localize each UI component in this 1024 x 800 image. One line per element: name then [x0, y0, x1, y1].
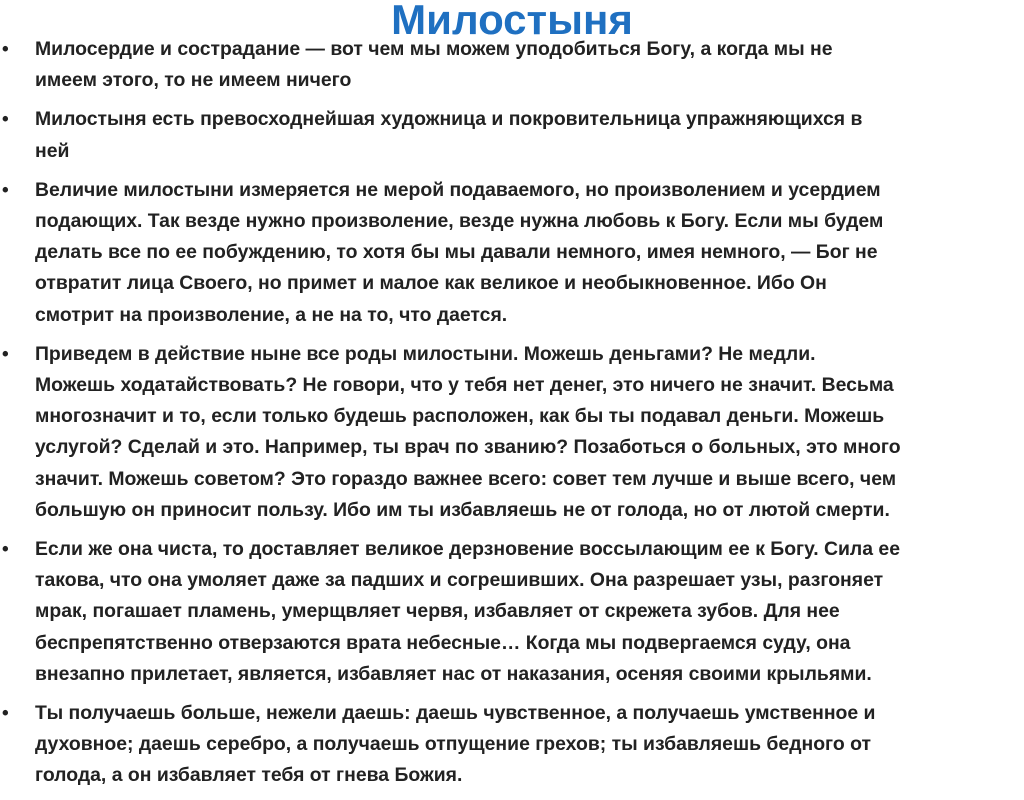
bullet-item: [0, 534, 1024, 690]
bullet-text-line: Милосердие и сострадание — вот чем мы можем уподобиться Богу, а когда мы не: [35, 38, 833, 60]
bullet-dot-icon: •: [2, 703, 9, 725]
bullet-dot-icon: •: [2, 39, 9, 60]
bullet-text-line: подающих. Так везде нужно произволение, везде нужна любовь к Богу. Если мы будем: [35, 210, 884, 233]
bullet-dot-icon: •: [2, 539, 9, 561]
bullet-text-line: внезапно прилетает, является, избавляет нас от наказания, осеняя своими крыльями.: [35, 662, 872, 685]
bullet-dot-icon: •: [2, 109, 9, 131]
bullet-text-line: услугой? Сделай и это. Например, ты врач по званию? Позаботься о больных, это много: [35, 436, 901, 459]
bullet-dot-icon: •: [2, 179, 9, 201]
slide-title: Милостыня: [391, 0, 633, 43]
bullet-item: [0, 339, 1024, 526]
bullet-dot-icon: •: [2, 343, 9, 365]
bullet-item: [0, 175, 1024, 331]
bullet-item: [0, 104, 1024, 166]
bullet-text-line: беспрепятственно отверзаются врата небесные… Когда мы подвергаемся суду, она: [35, 631, 851, 654]
bullet-list: [0, 34, 1024, 800]
bullet-text-line: Величие милостыни измеряется не мерой подаваемого, но произволением и усердием: [35, 178, 881, 201]
bullet-item: [0, 698, 1024, 792]
bullet-text-line: делать все по ее побуждению, то хотя бы мы давали немного, имея немного, — Бог не: [35, 241, 878, 264]
bullet-text-line: Можешь ходатайствовать? Не говори, что у тебя нет денег, это ничего не значит. Весьма: [35, 374, 894, 397]
bullet-text-line: Ты получаешь больше, нежели даешь: даешь чувственное, а получаешь умственное и: [35, 702, 876, 725]
bullet-text-line: большую он приносит пользу. Ибо им ты избавляешь не от голода, но от лютой смерти.: [35, 498, 890, 521]
bullet-text-line: Милостыня есть превосходнейшая художница и покровительница упражняющихся в: [35, 108, 863, 131]
bullet-text-line: Если же она чиста, то доставляет великое дерзновение воссылающим ее к Богу. Сила ее: [35, 538, 900, 561]
bullet-text-line: отвратит лица Своего, но примет и малое как великое и необыкновенное. Ибо Он: [35, 272, 827, 295]
bullet-text-line: Приведем в действие ныне все роды милостыни. Можешь деньгами? Не медли.: [35, 342, 816, 365]
bullet-text-line: мрак, погашает пламень, умерщвляет червя, избавляет от скрежета зубов. Для нее: [35, 600, 840, 623]
bullet-text-line: такова, что она умоляет даже за падших и согрешивших. Она разрешает узы, разгоняет: [35, 569, 884, 592]
bullet-text-line: значит. Можешь советом? Это гораздо важнее всего: совет тем лучше и выше всего, чем: [35, 467, 897, 490]
bullet-text-line: имеем этого, то не имеем ничего: [35, 69, 352, 92]
bullet-text-line: голода, а он избавляет тебя от гнева Божия.: [35, 764, 463, 787]
bullet-text-line: ней: [35, 139, 70, 162]
bullet-item: [0, 34, 1024, 96]
bullet-text-line: смотрит на произволение, а не на то, что дается.: [35, 303, 508, 326]
bullet-text-line: многозначит и то, если только будешь расположен, как бы ты подавал деньги. Можешь: [35, 405, 885, 428]
bullet-text-line: духовное; даешь серебро, а получаешь отпущение грехов; ты избавляешь бедного от: [35, 733, 871, 756]
